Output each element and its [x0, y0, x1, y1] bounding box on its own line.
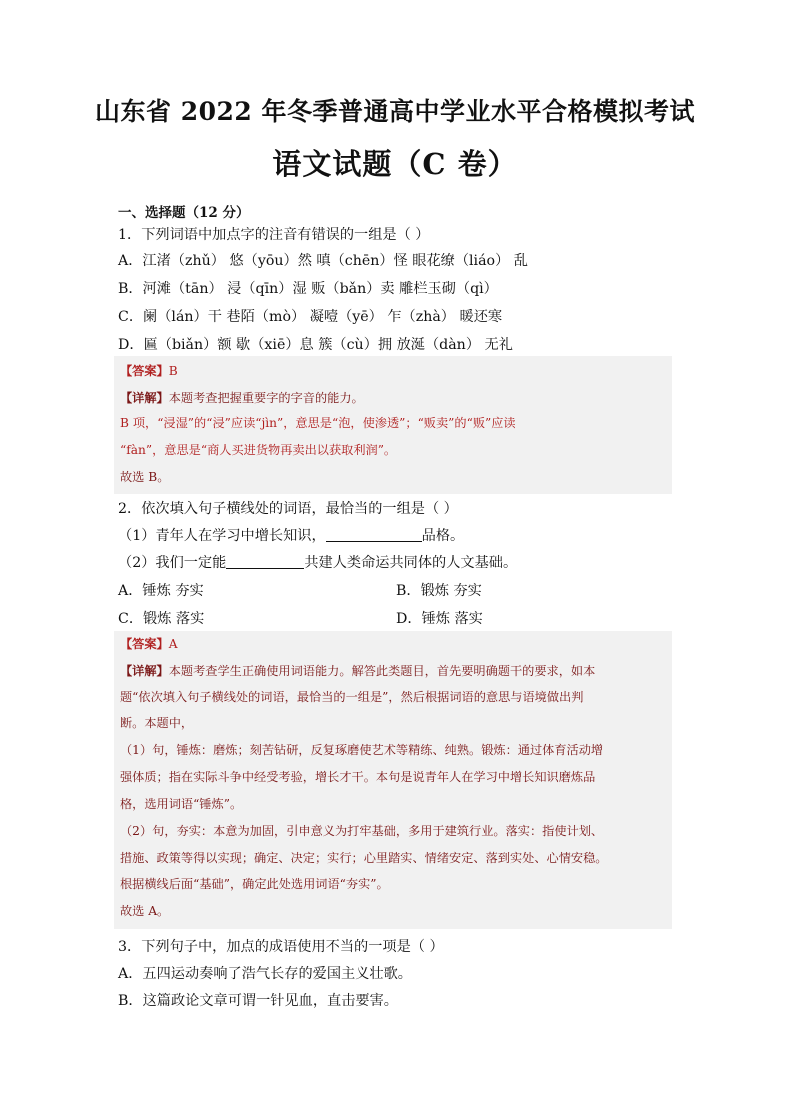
- question-3-stem: 3．下列句子中，加点的成语使用不当的一项是（ ）: [118, 939, 444, 955]
- question-1-detail-line: 故选 B。: [120, 470, 170, 484]
- exam-title: 山东省 2022 年冬季普通高中学业水平合格模拟考试: [95, 97, 695, 126]
- question-1-detail-line: “fàn”，意思是“商人买进货物再卖出以获取利润”。: [120, 443, 397, 457]
- question-2-detail-line: 根据横线后面“基础”，确定此处选用词语“夯实”。: [120, 877, 389, 891]
- question-3-option-b: B．这篇政论文章可谓一针见血，直击要害。: [118, 993, 398, 1009]
- detail-label: 【详解】: [120, 664, 169, 678]
- section-heading: 一、选择题（12 分）: [118, 205, 250, 221]
- question-3-option-a: A．五四运动奏响了浩气长存的爱国主义壮歌。: [118, 966, 412, 982]
- fill-blank: [326, 527, 422, 542]
- question-2-detail-line: 断。本题中，: [120, 716, 194, 730]
- question-1-option-b: B．河滩（tān） 浸（qīn）湿 贩（bǎn）卖 雕栏玉砌（qì）: [118, 281, 498, 297]
- question-2-detail-line: 【详解】本题考查学生正确使用词语能力。解答此类题目，首先要明确题干的要求，如本: [120, 664, 596, 678]
- question-1-detail-line: 【详解】本题考查把握重要字的字音的能力。: [120, 391, 364, 405]
- question-2-detail-line: 措施、政策等得以实现；确定、决定；实行；心里踏实、情绪安定、落到实处、心情安稳。: [120, 851, 608, 865]
- answer-label: 【答案】: [120, 364, 169, 378]
- question-2-option-b: B．锻炼 夯实: [396, 583, 482, 599]
- question-1-option-d: D．匾（biǎn）额 歇（xiē）息 簇（cù）拥 放涎（dàn） 无礼: [118, 337, 513, 353]
- question-2-detail-line: 故选 A。: [120, 904, 170, 918]
- question-2-option-a: A．锤炼 夯实: [118, 583, 204, 599]
- question-1-detail-line: B 项，“浸湿”的“浸”应读“jìn”，意思是“泡，使渗透”；“贩卖”的“贩”应读: [120, 416, 516, 430]
- fill-blank: [226, 554, 304, 569]
- question-2-detail-line: 题“依次填入句子横线处的词语，最恰当的一组是”，然后根据词语的意思与语境做出判: [120, 690, 584, 704]
- question-2-sentence-1: （1）青年人在学习中增长知识， 品格。: [118, 528, 465, 544]
- exam-subtitle: 语文试题（C 卷）: [272, 147, 518, 181]
- question-2-option-c: C．锻炼 落实: [118, 611, 205, 627]
- question-1-stem: 1．下列词语中加点字的注音有错误的一组是（ ）: [118, 227, 430, 243]
- question-1-option-a: A．江渚（zhǔ） 悠（yōu）然 嗔（chēn）怪 眼花缭（liáo） 乱: [118, 253, 528, 269]
- question-1-option-c: C．阑（lán）干 巷陌（mò） 凝噎（yē） 乍（zhà） 暖还寒: [118, 309, 503, 325]
- question-2-detail-line: 格，选用词语“锤炼”。: [120, 797, 243, 811]
- question-2-stem: 2．依次填入句子横线处的词语，最恰当的一组是（ ）: [118, 501, 458, 517]
- answer-value: A: [168, 637, 178, 651]
- question-1-answer: [120, 362, 178, 379]
- detail-label: 【详解】: [120, 391, 169, 405]
- question-2-detail-line: （2）句，夯实：本意为加固，引申意义为打牢基础，多用于建筑行业。落实：指使计划、: [120, 824, 604, 838]
- question-2-answer-box: [114, 631, 672, 929]
- question-1-answer-box: [114, 356, 672, 494]
- answer-label: 【答案】: [120, 637, 169, 651]
- question-2-sentence-2: （2）我们一定能 共建人类命运共同体的人文基础。: [118, 555, 518, 571]
- question-2-option-d: D．锤炼 落实: [396, 611, 483, 627]
- question-2-detail-line: 强体质；指在实际斗争中经受考验，增长才干。本句是说青年人在学习中增长知识磨炼品: [120, 770, 596, 784]
- question-2-answer: [120, 635, 178, 652]
- question-2-detail-line: （1）句，锤炼：磨炼；刻苦钻研，反复琢磨使艺术等精练、纯熟。锻炼：通过体育活动增: [120, 743, 604, 757]
- answer-value: B: [168, 364, 178, 378]
